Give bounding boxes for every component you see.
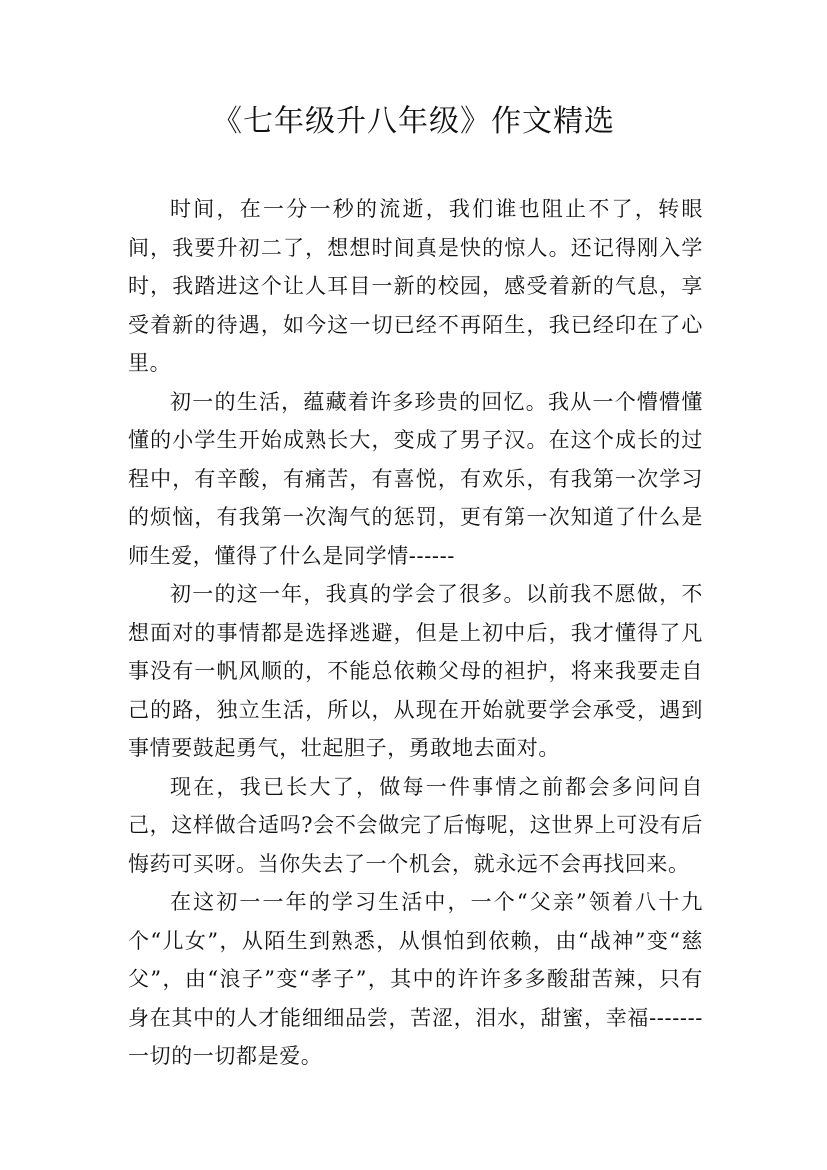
essay-paragraph-2: 初一的生活，蕴藏着许多珍贵的回忆。我从一个懵懵懂懂的小学生开始成熟长大，变成了男子汉。在这个成长的过程中，有辛酸，有痛苦，有喜悦，有欢乐，有我第一次学习的烦恼，有我第一次淘气的惩罚，更有第一次知道了什么是师生爱，懂得了什么是同学情------	[128, 389, 703, 568]
essay-paragraph-5: 在这初一一年的学习生活中，一个“父亲”领着八十九个“儿女”，从陌生到熟悉，从惧怕到依赖，由“战神”变“慈父”，由“浪子”变“孝子”，其中的许许多多酸甜苦辣，只有身在其中的人才能细细品尝，苦涩，泪水，甜蜜，幸福-------一切的一切都是爱。	[128, 890, 703, 1068]
document-title: 《七年级升八年级》作文精选	[212, 104, 615, 139]
essay-paragraph-4: 现在，我已长大了，做每一件事情之前都会多问问自己，这样做合适吗?会不会做完了后悔呢，这世界上可没有后悔药可买呀。当你失去了一个机会，就永远不会再找回来。	[128, 774, 703, 876]
essay-paragraph-1: 时间，在一分一秒的流逝，我们谁也阻止不了，转眼间，我要升初二了，想想时间真是快的惊人。还记得刚入学时，我踏进这个让人耳目一新的校园，感受着新的气息，享受着新的待遇，如今这一切已经不再陌生，我已经印在了心里。	[128, 197, 703, 375]
essay-body	[128, 190, 703, 1076]
essay-paragraph-3: 初一的这一年，我真的学会了很多。以前我不愿做，不想面对的事情都是选择逃避，但是上初中后，我才懂得了凡事没有一帆风顺的，不能总依赖父母的袒护，将来我要走自己的路，独立生活，所以，从现在开始就要学会承受，遇到事情要鼓起勇气，壮起胆子，勇敢地去面对。	[128, 582, 703, 760]
